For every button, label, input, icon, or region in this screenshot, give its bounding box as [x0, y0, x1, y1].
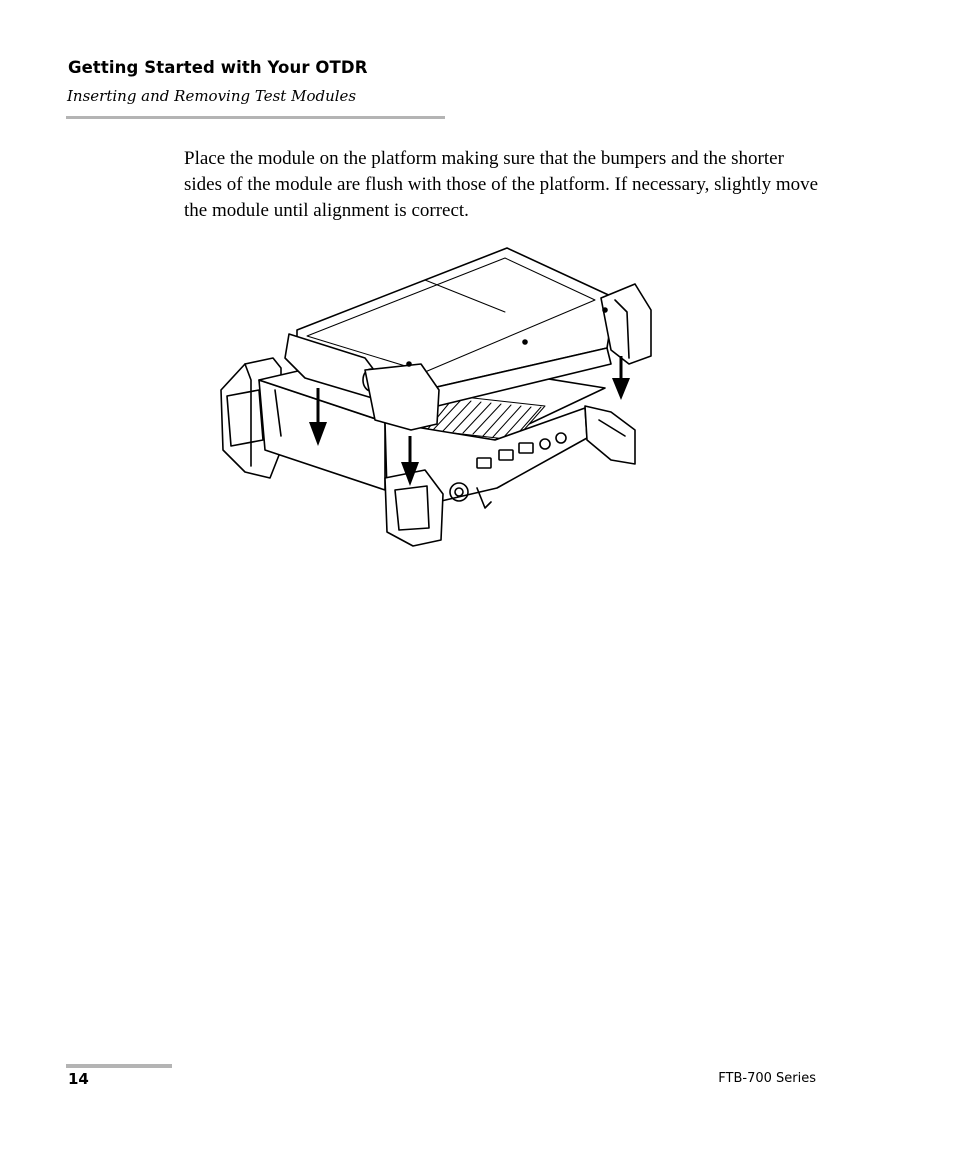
chapter-title: Getting Started with Your OTDR — [68, 58, 368, 77]
page-number: 14 — [68, 1070, 89, 1088]
product-name: FTB-700 Series — [718, 1071, 816, 1086]
module-platform-illustration-icon — [215, 240, 660, 555]
section-title: Inserting and Removing Test Modules — [67, 87, 357, 105]
instruction-paragraph: Place the module on the platform making sure that the bumpers and the shorter sides of the module are flush with those of the platform. If necessary, slightly move the module until alignment is correct. — [184, 148, 819, 221]
header-rule — [66, 116, 445, 119]
module-platform-figure — [215, 240, 660, 555]
footer-rule — [66, 1064, 172, 1068]
